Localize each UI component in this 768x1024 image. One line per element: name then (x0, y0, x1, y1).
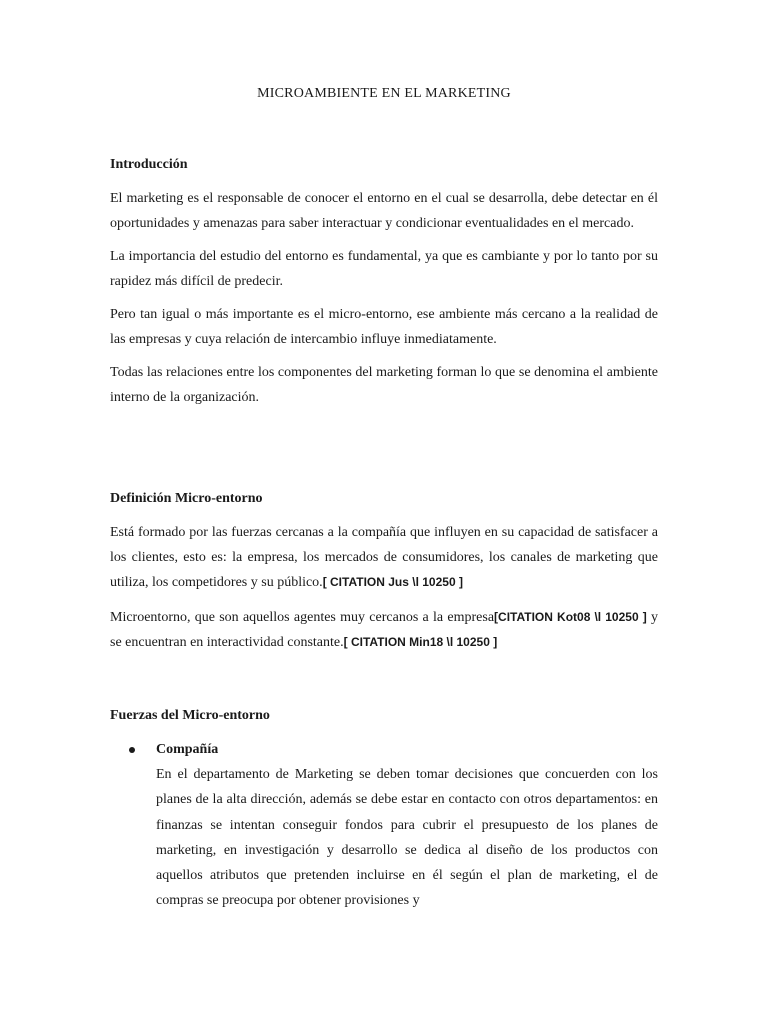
list-item-text: En el departamento de Marketing se deben tomar decisiones que concuerden con los planes de la alta dirección, además se debe estar en contacto con otros departamentos: en finanzas se intentan conseguir fondos para cubrir el presupuesto de los planes de marketing, en investigación y desarrollo se dedica al diseño de los productos con aquellos atributos que pretenden incluirse en él según el plan de marketing, el de compras se preocupa por obtener provisiones y (156, 767, 658, 909)
citation-jus: [ CITATION Jus \l 10250 ] (322, 575, 463, 589)
definition-paragraph-2-text-b: y se encuentran en interactividad constante. (110, 609, 659, 650)
document-title: MICROAMBIENTE EN EL MARKETING (257, 86, 511, 101)
intro-paragraph-4: Todas las relaciones entre los componentes del marketing forman lo que se denomina el ambiente interno de la organización. (110, 365, 658, 405)
list-item-title: Compañía (156, 742, 219, 757)
definition-paragraph-2-text-a: Microentorno, que son aquellos agentes muy cercanos a la empresa (110, 609, 495, 625)
intro-paragraph-2: La importancia del estudio del entorno es fundamental, ya que es cambiante y por lo tanto por su rapidez más difícil de predecir. (110, 249, 658, 289)
definition-paragraph-1-text: Está formado por las fuerzas cercanas a la compañía que influyen en su capacidad de satisfacer a los clientes, esto es: la empresa, los mercados de consumidores, los canales de marketing que utiliza, los competidores y su público. (110, 525, 658, 590)
citation-kot08: [CITATION Kot08 \l 10250 ] (494, 609, 647, 624)
citation-min18: [ CITATION Min18 \l 10250 ] (343, 635, 498, 649)
definition-paragraph-2 (110, 605, 658, 656)
bullet-icon (129, 747, 135, 753)
forces-heading: Fuerzas del Micro-entorno (110, 708, 270, 723)
forces-section (110, 704, 658, 914)
intro-paragraph-3: Pero tan igual o más importante es el micro-entorno, ese ambiente más cercano a la realidad de las empresas y cuya relación de intercambio influye inmediatamente. (110, 307, 658, 347)
definition-heading: Definición Micro-entorno (110, 491, 263, 506)
intro-section (110, 153, 658, 419)
definition-section (110, 487, 658, 665)
definition-paragraph-1 (110, 521, 658, 596)
intro-paragraph-1: El marketing es el responsable de conocer el entorno en el cual se desarrolla, debe detectar en él oportunidades y amenazas para saber interactuar y condicionar eventualidades en el mercado. (110, 191, 658, 231)
intro-heading: Introducción (110, 157, 188, 172)
list-item (110, 738, 658, 914)
